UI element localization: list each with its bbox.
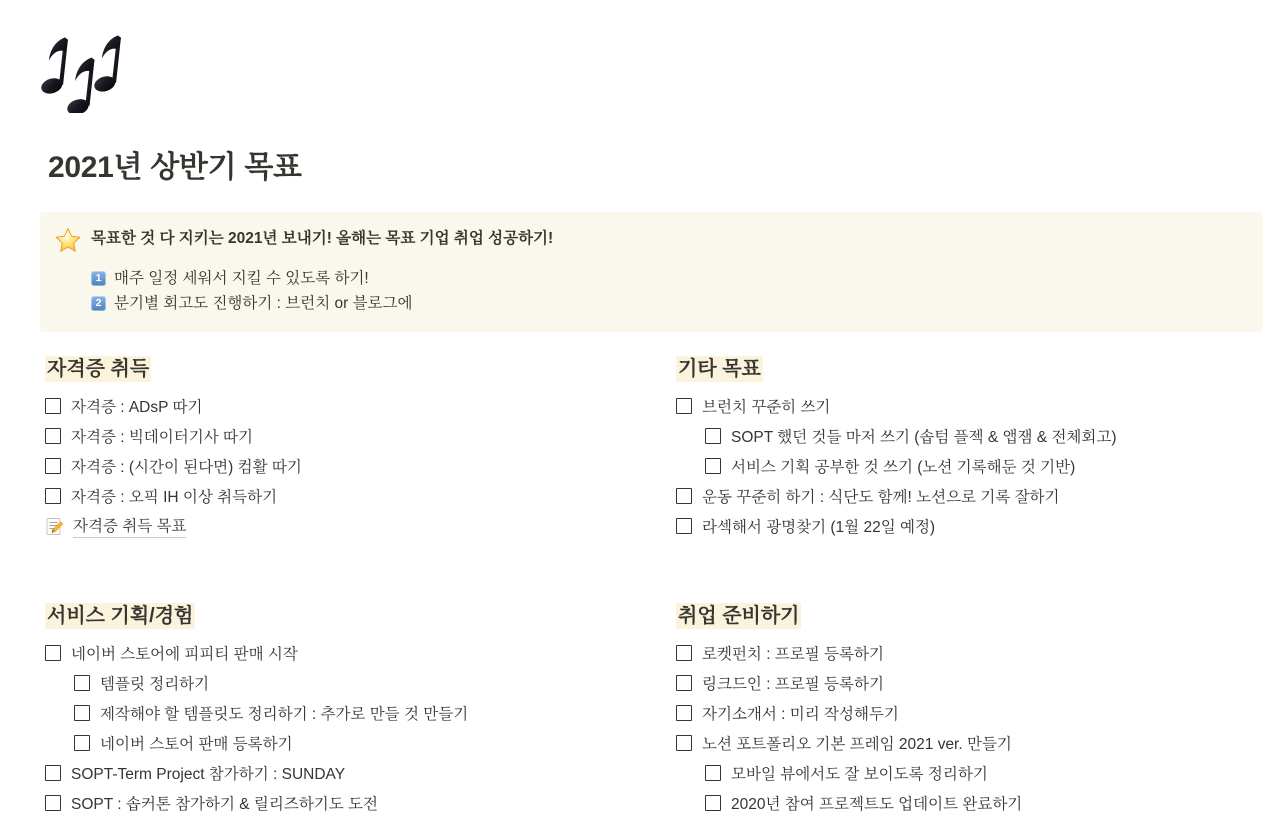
todo-item [705,421,1263,451]
todo-checkbox[interactable] [705,428,721,444]
todo-checkbox[interactable] [45,795,61,811]
callout-spacer [91,249,1247,266]
todo-item [45,481,676,511]
todo-item [74,668,676,698]
todo-text[interactable]: 제작해야 할 템플릿도 정리하기 : 추가로 만들 것 만들기 [100,706,469,723]
todo-item [45,391,676,421]
callout-line-text: 매주 일정 세워서 지킬 수 있도록 하기! [114,270,369,287]
todo-text[interactable]: 운동 꾸준히 하기 : 식단도 함께! 노션으로 기록 잘하기 [702,489,1060,506]
todo-text[interactable]: 노션 포트폴리오 기본 프레임 2021 ver. 만들기 [702,736,1012,753]
todo-text[interactable]: 네이버 스토어에 피피티 판매 시작 [71,646,298,663]
todo-item [74,698,676,728]
todo-item [45,758,676,788]
section-service-planning [45,603,676,818]
todo-item [676,728,1263,758]
todo-checkbox[interactable] [45,488,61,504]
todo-item [705,788,1263,818]
todo-text[interactable]: SOPT 했던 것들 마저 쓰기 (솝텀 플젝 & 앱잼 & 전체회고) [731,429,1117,446]
memo-icon [45,517,64,536]
todo-text[interactable]: 자격증 : (시간이 된다면) 컴활 따기 [71,459,302,476]
todo-checkbox[interactable] [74,705,90,721]
todo-checkbox[interactable] [676,398,692,414]
columns-top [40,356,1263,541]
todo-item [676,511,1263,541]
todo-text[interactable]: 템플릿 정리하기 [100,676,210,693]
todo-text[interactable]: 자격증 : ADsP 따기 [71,399,203,416]
section-heading-certificates: 자격증 취득 [47,358,150,380]
callout-line-text: 분기별 회고도 진행하기 : 브런치 or 블로그에 [114,295,413,312]
todo-checkbox[interactable] [45,428,61,444]
todo-checkbox[interactable] [676,518,692,534]
section-etc-goals [676,356,1263,541]
section-items [45,391,676,541]
todo-checkbox[interactable] [705,795,721,811]
todo-item [45,421,676,451]
todo-item [676,668,1263,698]
todo-checkbox[interactable] [676,645,692,661]
todo-text[interactable]: SOPT-Term Project 참가하기 : SUNDAY [71,766,346,783]
section-certificates [45,356,676,541]
star-icon [55,227,81,253]
todo-item [45,788,676,818]
todo-text[interactable]: 자격증 : 오픽 IH 이상 취득하기 [71,489,278,506]
todo-checkbox[interactable] [45,645,61,661]
todo-checkbox[interactable] [676,705,692,721]
page-link-text[interactable]: 자격증 취득 목표 [73,514,186,538]
section-heading-etc-goals: 기타 목표 [678,358,761,380]
section-heading-service-planning: 서비스 기획/경험 [47,605,194,627]
todo-item [676,481,1263,511]
callout-line-2 [91,291,1247,316]
todo-checkbox[interactable] [676,735,692,751]
music-notes-icon[interactable] [40,25,130,113]
page-link[interactable] [45,511,676,541]
section-items [45,638,676,818]
callout-title: 목표한 것 다 지키는 2021년 보내기! 올해는 목표 기업 취업 성공하기! [91,230,554,247]
todo-text[interactable]: 2020년 참여 프로젝트도 업데이트 완료하기 [731,796,1023,813]
todo-checkbox[interactable] [45,765,61,781]
todo-text[interactable]: SOPT : 솝커톤 참가하기 & 릴리즈하기도 도전 [71,796,379,813]
todo-item [676,698,1263,728]
todo-checkbox[interactable] [45,398,61,414]
todo-item [676,638,1263,668]
todo-text[interactable]: 자기소개서 : 미리 작성해두기 [702,706,899,723]
todo-checkbox[interactable] [45,458,61,474]
todo-item [45,451,676,481]
todo-checkbox[interactable] [676,488,692,504]
section-heading-job-prep: 취업 준비하기 [678,605,800,627]
todo-checkbox[interactable] [705,765,721,781]
section-job-prep [676,603,1263,818]
todo-item [45,638,676,668]
todo-text[interactable]: 라섹해서 광명찾기 (1월 22일 예정) [702,519,936,536]
todo-checkbox[interactable] [74,675,90,691]
section-items [676,638,1263,818]
todo-checkbox[interactable] [705,458,721,474]
section-items [676,391,1263,541]
todo-item [705,758,1263,788]
todo-text[interactable]: 로켓펀치 : 프로필 등록하기 [702,646,884,663]
todo-text[interactable]: 브런치 꾸준히 쓰기 [702,399,831,416]
columns-bottom [40,603,1263,818]
todo-item [676,391,1263,421]
todo-text[interactable]: 모바일 뷰에서도 잘 보이도록 정리하기 [731,766,988,783]
todo-text[interactable]: 링크드인 : 프로필 등록하기 [702,676,884,693]
keycap-2-icon: 2 [91,296,106,311]
todo-item [74,728,676,758]
todo-text[interactable]: 서비스 기획 공부한 것 쓰기 (노션 기록해둔 것 기반) [731,459,1076,476]
page-title: 2021년 상반기 목표 [48,151,302,184]
callout-line-1 [91,266,1247,291]
todo-checkbox[interactable] [74,735,90,751]
todo-text[interactable]: 네이버 스토어 판매 등록하기 [100,736,293,753]
todo-text[interactable]: 자격증 : 빅데이터기사 따기 [71,429,253,446]
todo-item [705,451,1263,481]
callout [40,212,1263,332]
keycap-1-icon: 1 [91,271,106,286]
todo-checkbox[interactable] [676,675,692,691]
